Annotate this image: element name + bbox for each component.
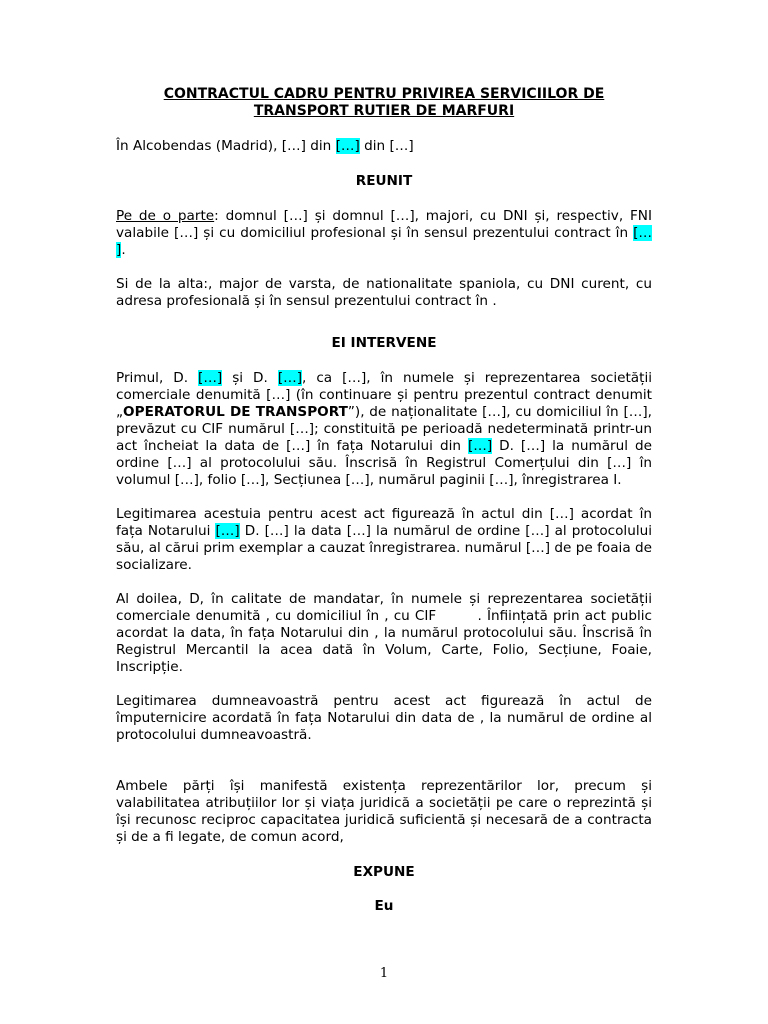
highlighted-placeholder: […] bbox=[467, 438, 493, 454]
highlighted-placeholder: […] bbox=[335, 138, 360, 154]
primul-text-3: , ca […], în numele și reprezentarea societății comerciale denumită […] (în continuare și pentru prezentul contract denumit „ bbox=[116, 370, 652, 420]
highlighted-placeholder: […] bbox=[198, 370, 223, 386]
primul-text-4: ”), de naționalitate […], cu domiciliul în […], prevăzut cu CIF numărul […]; constituită pe perioadă nedeterminată printr-un act încheiat la data de […] în fața Notarului din bbox=[116, 404, 652, 454]
heading-intervene: EI INTERVENE bbox=[331, 335, 437, 351]
page-number: 1 bbox=[379, 966, 389, 981]
place-date-text-end: din […] bbox=[359, 138, 414, 154]
primul-text-2: și D. bbox=[222, 370, 278, 386]
party-1-label: Pe de o parte bbox=[116, 208, 215, 224]
legit1-text-1: Legitimarea acestuia pentru acest act figurează în actul din […] acordat în fața Notarului bbox=[116, 506, 652, 539]
party-1-text: : domnul […] și domnul […], majori, cu DNI și, respectiv, FNI valabile […] și cu domiciliul profesional și în sensul prezentului contract în bbox=[116, 208, 652, 241]
paragraph-legitimation-2: Legitimarea dumneavoastră pentru acest act figurează în actul de împuternicire acordată în fața Notarului din data de , la numărul de ordine al protocolului dumneavoastră. bbox=[116, 693, 652, 743]
legit1-text-2: D. […] la data […] la numărul de ordine […] al protocolului său, al cărui prim exemplar a cauzat înregistrarea. numărul […] de pe foaia de socializare. bbox=[116, 523, 652, 573]
document-body bbox=[116, 86, 657, 915]
highlighted-placeholder: [… ] bbox=[116, 225, 652, 258]
operator-term: OPERATORUL DE TRANSPORT bbox=[123, 404, 348, 420]
primul-text-1: Primul, D. bbox=[116, 370, 199, 386]
party-1-end: . bbox=[121, 242, 126, 258]
place-date-line bbox=[116, 138, 652, 155]
paragraph-ambele: Ambele părți își manifestă existența reprezentărilor lor, precum și valabilitatea atribuțiilor lor și viața juridică a societății pe care o reprezintă și își recunosc reciproc capacitatea juridică suficientă și necesară de a contracta și de a fi legate, de comun acord, bbox=[116, 778, 652, 845]
title-line-1: CONTRACTUL CADRU PENTRU PRIVIREA SERVICIILOR DE bbox=[163, 86, 605, 102]
title-line-2: TRANSPORT RUTIER DE MARFURI bbox=[253, 103, 515, 119]
heading-expune: EXPUNE bbox=[353, 864, 415, 880]
paragraph-party-2: Si de la alta:, major de varsta, de nationalitate spaniola, cu DNI curent, cu adresa profesională și în sensul prezentului contract în . bbox=[116, 276, 652, 309]
paragraph-al-doilea: Al doilea, D, în calitate de mandatar, în numele și reprezentarea societății comerciale denumită , cu domiciliul în , cu CIF . Înființată prin act public acordat la data, în fața Notarului din , la numărul protocolului său. Înscrisă în Registrul Mercantil la acea dată în Volum, Carte, Folio, Secțiune, Foaie, Inscripție. bbox=[116, 591, 657, 675]
paragraph-primul bbox=[116, 370, 652, 489]
heading-reunit: REUNIT bbox=[355, 173, 413, 189]
paragraph-party-1 bbox=[116, 208, 652, 259]
primul-text-5: D. […] la numărul de ordine […] al protocolului său. Înscrisă în Registrul Comerțului din […] în volumul […], folio […], Secțiunea […], numărul paginii […], înregistrarea I. bbox=[116, 438, 652, 488]
paragraph-legitimation-1 bbox=[116, 506, 652, 574]
highlighted-placeholder: […] bbox=[215, 523, 240, 539]
heading-eu: Eu bbox=[374, 898, 394, 914]
highlighted-placeholder: […] bbox=[277, 370, 303, 386]
document-title bbox=[116, 86, 652, 120]
place-date-text: În Alcobendas (Madrid), […] din bbox=[116, 138, 336, 154]
